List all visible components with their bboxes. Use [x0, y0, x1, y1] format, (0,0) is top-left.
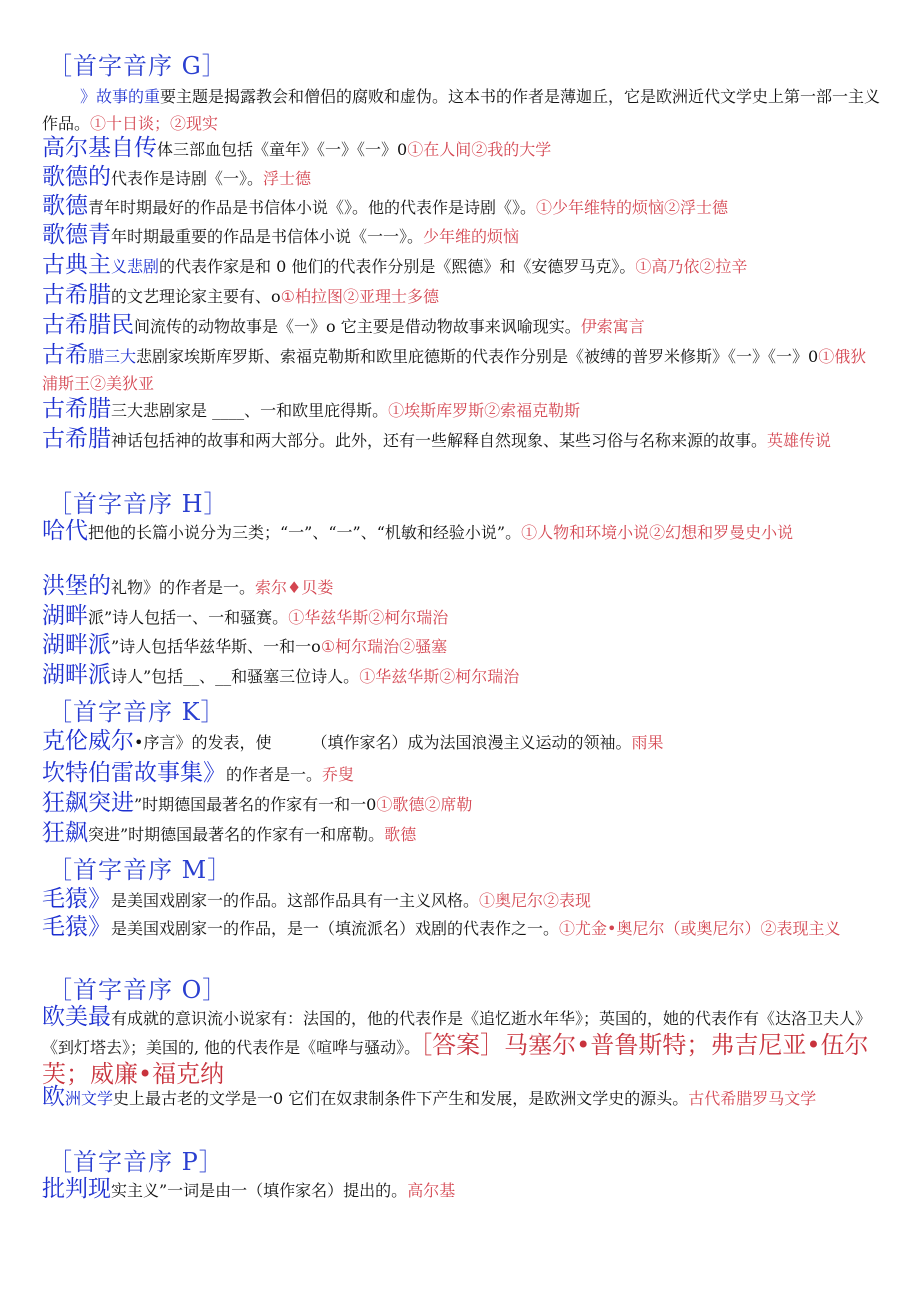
- entry-goethe-2: [42, 193, 882, 221]
- entry-answer: ①埃斯库罗斯②索福克勒斯: [388, 401, 581, 420]
- entry-hairy-ape-2: [42, 914, 882, 942]
- entry-keyword: 湖畔派: [42, 662, 111, 688]
- section-header-o: ［首字音序 O］: [48, 976, 228, 1004]
- entry-text: 突进”时期德国最著名的作家有一和席勒。: [88, 825, 385, 844]
- section-header-h: ［首字音序 H］: [48, 490, 229, 518]
- entry-keyword: 湖畔派: [42, 632, 111, 658]
- entry-keyword: 古希腊民: [42, 312, 134, 338]
- entry-lake-poets-3: [42, 662, 882, 690]
- entry-gorky-autobiography: [42, 135, 882, 163]
- entry-keyword: 洪堡的: [42, 573, 111, 599]
- entry-answer: 乔叟: [322, 765, 355, 784]
- section-header-k: ［首字音序 K］: [48, 698, 226, 726]
- entry-goethe-1: [42, 164, 882, 192]
- entry-keyword: 湖畔: [42, 603, 88, 629]
- entry-answer: 索尔♦贝娄: [255, 578, 334, 597]
- entry-text: 礼物》的作者是一。: [111, 578, 256, 597]
- entry-keyword: 狂飙突进: [42, 790, 134, 816]
- entry-keyword: 毛猿》: [42, 886, 111, 912]
- entry-critical-realism: [42, 1176, 882, 1204]
- entry-hardy: [42, 518, 882, 546]
- entry-greek-theorists: [42, 282, 882, 310]
- entry-text: 把他的长篇小说分为三类；“一”、“一”、“机敏和经验小说”。: [88, 523, 522, 542]
- entry-answer: 浮士德: [263, 169, 312, 188]
- entry-answer: ①歌德②席勒: [376, 795, 473, 814]
- entry-greek-tragedians-works: [42, 342, 882, 397]
- entry-greek-tragedians: [42, 396, 882, 424]
- entry-text: 诗人”包括__、__和骚塞三位诗人。: [111, 667, 360, 686]
- section-header-m: ［首字音序 M］: [48, 856, 233, 884]
- entry-keyword: 克伦威尔: [42, 728, 134, 754]
- entry-text: 年时期最重要的作品是书信体小说《一一》。: [111, 227, 424, 246]
- entry-text: 体三部血包括《童年》《一》《一》0: [157, 140, 408, 159]
- entry-text: 有成就的意识流小说家有：法国的，他的代表作是《追忆逝水年华》；英国的，她的代表作有《达洛卫夫人》《到灯塔去》；美国的, 他的代表作是《喧哗与骚动》。: [42, 1009, 872, 1057]
- entry-text: 实主义”一词是由一（填作家名）提出的。: [111, 1181, 408, 1200]
- entry-text: 间流传的动物故事是《一》o 它主要是借动物故事来讽喻现实。: [134, 317, 581, 336]
- entry-greek-fables: [42, 312, 882, 340]
- entry-answer: ①华兹华斯②柯尔瑞治: [288, 608, 449, 627]
- entry-decameron: [42, 83, 882, 137]
- entry-keyword: 古希: [42, 342, 88, 368]
- entry-text: 三大悲剧家是 ____、一和欧里庇得斯。: [111, 401, 389, 420]
- entry-stream-of-consciousness: [42, 1004, 882, 1090]
- entry-keyword-tail: 洲文学: [65, 1089, 114, 1108]
- entry-keyword: 歌德青: [42, 222, 111, 248]
- entry-text: ”诗人包括华兹华斯、一和一o: [111, 637, 321, 656]
- entry-answer: 古代希腊罗马文学: [688, 1089, 817, 1108]
- entry-text: 悲剧家埃斯库罗斯、索福克勒斯和欧里庇德斯的代表作分别是《被缚的普罗米修斯》《一》《一》0: [136, 347, 819, 366]
- entry-text: 史上最古老的文学是一0 它们在奴隶制条件下产生和发展，是欧洲文学史的源头。: [113, 1089, 689, 1108]
- entry-keyword: 古希腊: [42, 426, 111, 452]
- entry-answer: ①人物和环境小说②幻想和罗曼史小说: [521, 523, 794, 542]
- entry-sturm-und-drang-2: [42, 820, 882, 848]
- entry-canterbury-tales: [42, 760, 882, 788]
- entry-answer: 雨果: [631, 733, 664, 752]
- entry-answer: ①俄狄浦斯王②美狄亚: [42, 347, 867, 393]
- entry-keyword: 》故事的重: [80, 87, 161, 106]
- entry-keyword: 欧美最: [42, 1004, 111, 1030]
- entry-keyword-tail: 腊三大: [88, 347, 137, 366]
- entry-cromwell-preface: [42, 728, 882, 756]
- entry-text: 是美国戏剧家一的作品。这部作品具有一主义风格。: [111, 891, 480, 910]
- entry-text: 代表作是诗剧《一》。: [111, 169, 264, 188]
- entry-text: •序言》的发表，使 （填作家名）成为法国浪漫主义运动的领袖。: [134, 733, 632, 752]
- entry-keyword: 坎特伯雷故事集》: [42, 760, 226, 786]
- entry-answer: ①奥尼尔②表现: [479, 891, 592, 910]
- section-header-p: ［首字音序 P］: [48, 1148, 224, 1176]
- entry-classicism: [42, 252, 882, 280]
- entry-keyword: 高尔基自传: [42, 135, 157, 161]
- entry-text: 的代表作家是和 0 他们的代表作分别是《熙德》和《安德罗马克》。: [159, 257, 636, 276]
- entry-answer: ①十日谈；②现实: [90, 114, 219, 133]
- entry-european-oldest-literature: [42, 1084, 882, 1112]
- entry-lake-poets-1: [42, 603, 882, 631]
- entry-answer: 歌德: [384, 825, 417, 844]
- entry-text: 青年时期最好的作品是书信体小说《》。他的代表作是诗剧《》。: [88, 198, 537, 217]
- entry-keyword: 古典主: [42, 252, 111, 278]
- entry-answer: ①柏拉图②亚理士多德: [280, 287, 439, 306]
- entry-keyword: 毛猿》: [42, 914, 111, 940]
- entry-lake-poets-2: [42, 632, 882, 660]
- entry-text: 神话包括神的故事和两大部分。此外，还有一些解释自然现象、某些习俗与名称来源的故事。: [111, 431, 768, 450]
- entry-text: ”时期德国最著名的作家有一和一0: [134, 795, 377, 814]
- entry-answer: 少年维的烦恼: [423, 227, 520, 246]
- entry-answer: ①在人间②我的大学: [407, 140, 552, 159]
- entry-answer: ①高乃依②拉辛: [635, 257, 748, 276]
- entry-answer: ①柯尔瑞治②骚塞: [320, 637, 448, 656]
- entry-keyword: 欧: [42, 1084, 65, 1110]
- entry-answer: ①少年维特的烦恼②浮士德: [536, 198, 729, 217]
- entry-humboldts-gift: [42, 573, 882, 601]
- entry-answer: ［答案］马塞尔•普鲁斯特；弗吉尼亚•伍尔芙；威廉•福克纳: [42, 1031, 869, 1088]
- entry-text: 派”诗人包括一、一和骚赛。: [88, 608, 289, 627]
- entry-greek-myths: [42, 426, 882, 454]
- entry-keyword: 哈代: [42, 518, 88, 544]
- entry-answer: ①华兹华斯②柯尔瑞治: [359, 667, 520, 686]
- entry-keyword: 歌德: [42, 193, 88, 219]
- entry-keyword: 歌德的: [42, 164, 111, 190]
- entry-goethe-3: [42, 222, 882, 250]
- entry-answer: 英雄传说: [767, 431, 832, 450]
- entry-keyword: 狂飙: [42, 820, 88, 846]
- entry-text: 要主题是揭露教会和僧侣的腐败和虚伪。这本书的作者是薄迦丘，它是欧洲近代文学史上第一部一主义作品。: [42, 87, 881, 133]
- entry-text: 是美国戏剧家一的作品，是一（填流派名）戏剧的代表作之一。: [111, 919, 560, 938]
- entry-keyword: 古希腊: [42, 282, 111, 308]
- entry-answer: ①尤金•奥尼尔（或奥尼尔）②表现主义: [559, 919, 841, 938]
- entry-keyword: 古希腊: [42, 396, 111, 422]
- entry-keyword-tail: 义悲剧: [111, 257, 160, 276]
- section-header-g: ［首字音序 G］: [48, 52, 227, 80]
- entry-sturm-und-drang-1: [42, 790, 882, 818]
- entry-answer: 伊索寓言: [580, 317, 645, 336]
- entry-answer: 高尔基: [407, 1181, 456, 1200]
- entry-hairy-ape-1: [42, 886, 882, 914]
- entry-text: 的文艺理论家主要有、o: [111, 287, 281, 306]
- entry-text: 的作者是一。: [226, 765, 323, 784]
- entry-keyword: 批判现: [42, 1176, 111, 1202]
